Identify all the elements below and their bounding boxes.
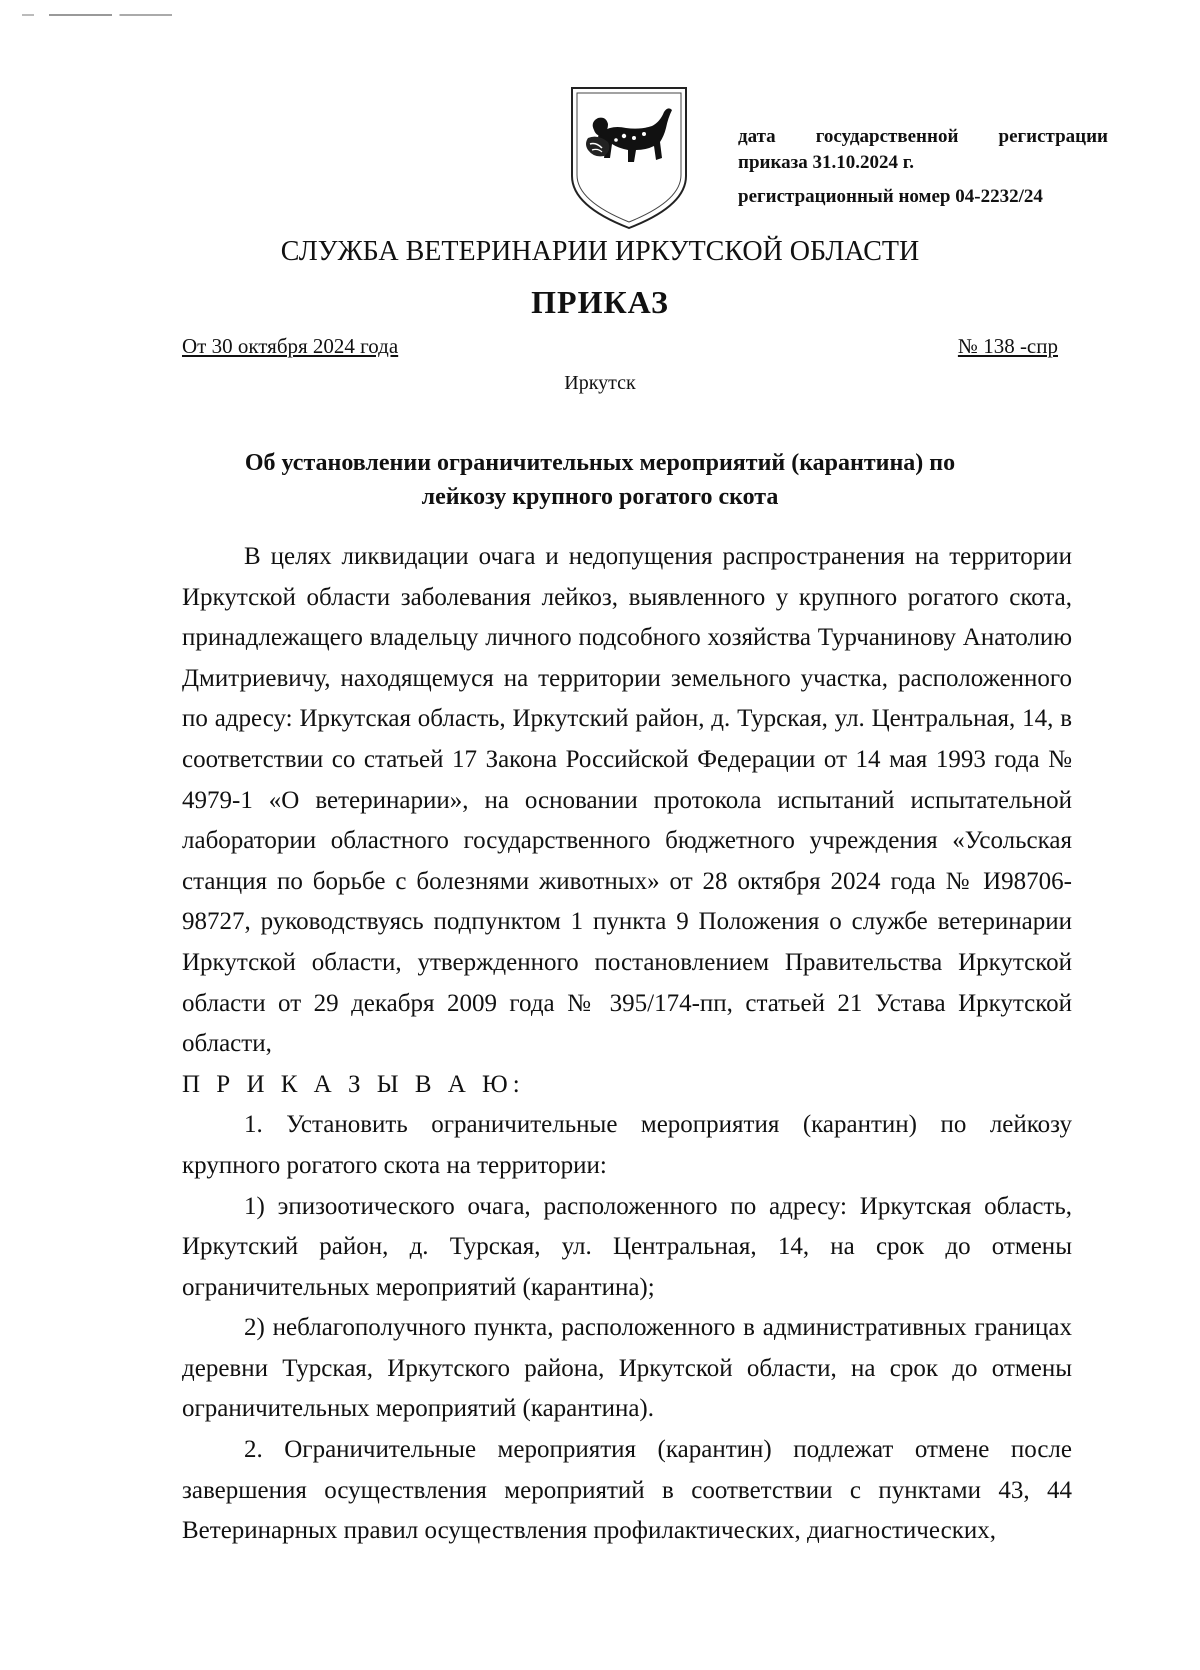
order-city: Иркутск — [564, 372, 636, 394]
order-body — [182, 537, 1072, 1552]
order-date: От 30 октября 2024 года — [182, 334, 399, 358]
item-1-2-paragraph: 2) неблагополучного пункта, расположенного в административных границах деревни Турская, Иркутского района, Иркутской области, на срок до отмены ограничительных мероприятий (карантина). — [182, 1314, 1072, 1423]
order-title-line-2: лейкозу крупного рогатого скота — [421, 484, 779, 510]
order-title-line-1: Об установлении ограничительных мероприятий (карантина) по — [244, 450, 956, 476]
preamble-paragraph: В целях ликвидации очага и недопущения распространения на территории Иркутской области заболевания лейкоз, выявленного у крупного рогатого скота, принадлежащего владельцу личного подсобного хозяйства Турчанинову Анатолию Дмитриевичу, находящемуся на территории земельного участка, расположенного по адресу: Иркутская область, Иркутский район, д. Турская, ул. Центральная, 14, в соответствии со статьей 17 Закона Российской Федерации от 14 мая 1993 года № 4979-1 «О ветеринарии», на основании протокола испытаний испытательной лаборатории областного государственного бюджетного учреждения «Усольская станция по борьбе с болезнями животных» от 28 октября 2024 года № И98706-98727, руководствуясь подпунктом 1 пункта 9 Положения о службе ветеринарии Иркутской области, утвержденного постановлением Правительства Иркутской области от 29 декабря 2009 года № 395/174-пп, статьей 21 Устава Иркутской области, — [182, 543, 1072, 1058]
coat-of-arms-icon — [568, 84, 690, 232]
item-2-paragraph: 2. Ограничительные мероприятия (карантин) подлежат отмене после завершения осуществления мероприятий в соответствии с пунктами 43, 44 Ветеринарных правил осуществления профилактических, диагностических, — [182, 1436, 1072, 1545]
item-1-1-paragraph: 1) эпизоотического очага, расположенного по адресу: Иркутская область, Иркутский район, д. Турская, ул. Центральная, 14, на срок до отмены ограничительных мероприятий (карантина); — [182, 1192, 1072, 1301]
order-word: П Р И К А З Ы В А Ю: — [182, 1070, 525, 1098]
item-1-paragraph: 1. Установить ограничительные мероприятия (карантин) по лейкозу крупного рогатого скота на территории: — [182, 1111, 1072, 1179]
registration-date-label: дата государственной регистрации — [738, 126, 1108, 147]
scan-artifact — [22, 14, 172, 16]
order-title — [200, 446, 1000, 514]
order-number: № 138 -спр — [957, 334, 1058, 358]
registration-number: регистрационный номер 04-2232/24 — [738, 186, 1043, 207]
document-type: ПРИКАЗ — [531, 284, 669, 320]
agency-name: СЛУЖБА ВЕТЕРИНАРИИ ИРКУТСКОЙ ОБЛАСТИ — [280, 236, 920, 267]
registration-block — [738, 124, 1108, 210]
registration-date-value: приказа 31.10.2024 г. — [738, 152, 914, 173]
